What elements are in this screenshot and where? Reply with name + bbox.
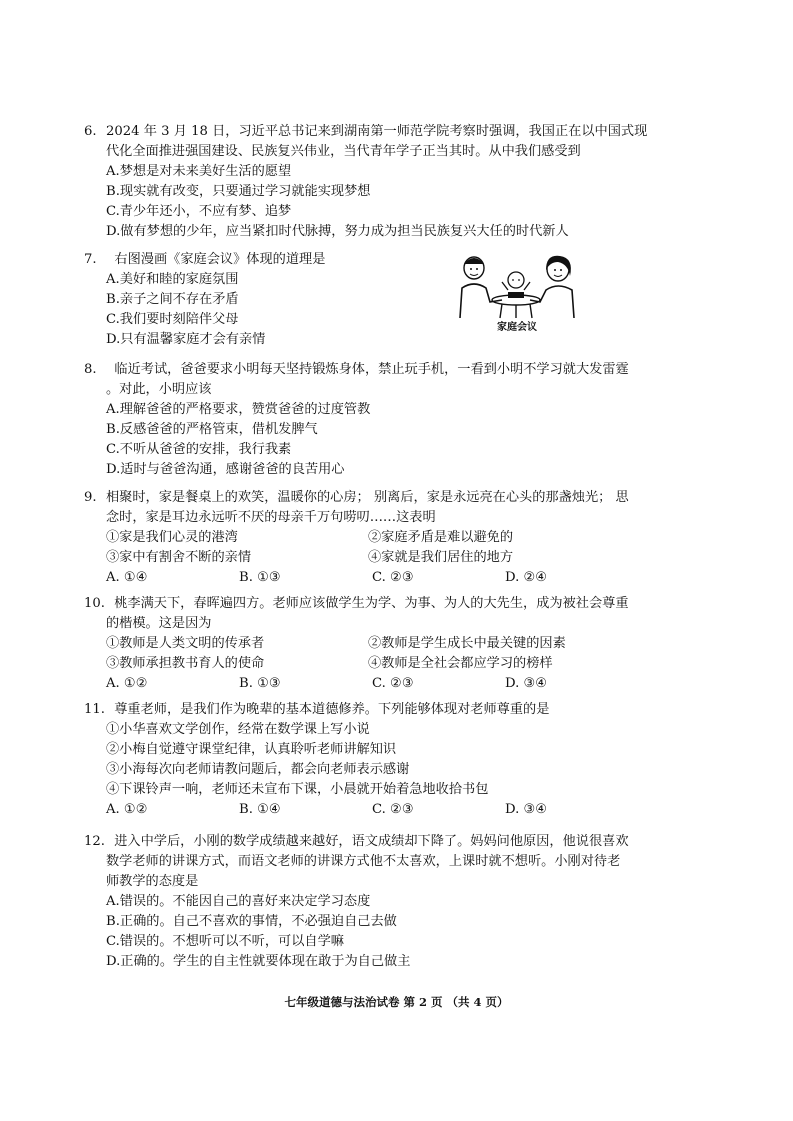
- choice-b: B. ①④: [239, 802, 281, 817]
- option-c: C.青少年还小，不应有梦、追梦: [106, 204, 292, 219]
- statement-2: ②教师是学生成长中最关键的因素: [368, 636, 566, 651]
- option-a: A.美好和睦的家庭氛围: [106, 272, 239, 287]
- choice-a: A. ①②: [106, 802, 148, 817]
- question-9: [84, 488, 629, 588]
- question-10: [84, 594, 629, 694]
- choice-c: C. ②③: [372, 802, 414, 817]
- question-stem: 桃李满天下，春晖遍四方。老师应该做学生为学、为事、为人的大先生，成为被社会尊重: [114, 596, 629, 611]
- choice-c: C. ②③: [372, 676, 414, 691]
- option-d: D.做有梦想的少年，应当紧扣时代脉搏，努力成为担当民族复兴大任的时代新人: [106, 224, 569, 239]
- option-d: D.只有温馨家庭才会有亲情: [106, 332, 266, 347]
- option-b: B.亲子之间不存在矛盾: [106, 292, 239, 307]
- page-footer: 七年级道德与法治试卷 第 2 页 （共 4 页）: [284, 995, 509, 1009]
- option-b: B.现实就有改变，只要通过学习就能实现梦想: [106, 184, 371, 199]
- cartoon-caption: 家庭会议: [497, 322, 537, 333]
- choice-d: D. ③④: [505, 676, 548, 691]
- question-7: [84, 250, 325, 350]
- option-a: A.理解爸爸的严格要求，赞赏爸爸的过度管教: [106, 402, 371, 417]
- statement-1: ①小华喜欢文学创作，经常在数学课上写小说: [106, 722, 370, 737]
- option-d: D.正确的。学生的自主性就要体现在敢于为自己做主: [106, 954, 411, 969]
- question-stem: 代化全面推进强国建设、民族复兴伟业，当代青年学子正当其时。从中我们感受到: [106, 144, 581, 159]
- question-stem: 数学老师的讲课方式，而语文老师的讲课方式他不太喜欢，上课时就不想听。小刚对待老: [106, 854, 621, 869]
- question-11: [84, 700, 549, 820]
- question-number: 6.: [84, 124, 97, 139]
- option-a: A.错误的。不能因自己的喜好来决定学习态度: [106, 894, 371, 909]
- statement-1: ①教师是人类文明的传承者: [106, 636, 265, 651]
- question-number: 10.: [84, 596, 105, 611]
- question-number: 11.: [84, 702, 105, 717]
- question-stem: 的楷模。这是因为: [106, 616, 212, 631]
- option-b: B.正确的。自己不喜欢的事情，不必强迫自己去做: [106, 914, 397, 929]
- question-stem: 。对此，小明应该: [106, 382, 212, 397]
- statement-3: ③家中有割舍不断的亲情: [106, 550, 252, 565]
- option-b: B.反感爸爸的严格管束，借机发脾气: [106, 422, 318, 437]
- choice-b: B. ①③: [239, 676, 281, 691]
- option-a: A.梦想是对未来美好生活的愿望: [106, 164, 292, 179]
- question-12: [84, 832, 629, 972]
- question-stem: 尊重老师，是我们作为晚辈的基本道德修养。下列能够体现对老师尊重的是: [114, 702, 550, 717]
- choice-a: A. ①④: [106, 570, 148, 585]
- question-number: 7.: [84, 252, 97, 267]
- choice-b: B. ①③: [239, 570, 281, 585]
- question-stem: 右图漫画《家庭会议》体现的道理是: [114, 252, 326, 267]
- question-stem: 进入中学后，小刚的数学成绩越来越好，语文成绩却下降了。妈妈问他原因，他说很喜欢: [114, 834, 629, 849]
- statement-4: ④下课铃声一响，老师还未宣布下课，小晨就开始着急地收拾书包: [106, 782, 489, 797]
- choice-d: D. ②④: [505, 570, 548, 585]
- question-stem: 临近考试，爸爸要求小明每天坚持锻炼身体，禁止玩手机，一看到小明不学习就大发雷霆: [114, 362, 629, 377]
- statement-2: ②家庭矛盾是难以避免的: [368, 530, 514, 545]
- question-stem: 相聚时，家是餐桌上的欢笑，温暖你的心房； 别离后，家是永远亮在心头的那盏烛光； 思: [106, 490, 629, 505]
- option-c: C.我们要时刻陪伴父母: [106, 312, 239, 327]
- question-number: 8.: [84, 362, 97, 377]
- choice-d: D. ③④: [505, 802, 548, 817]
- choice-a: A. ①②: [106, 676, 148, 691]
- choice-c: C. ②③: [372, 570, 414, 585]
- statement-1: ①家是我们心灵的港湾: [106, 530, 238, 545]
- option-c: C.不听从爸爸的安排，我行我素: [106, 442, 292, 457]
- option-c: C.错误的。不想听可以不听，可以自学嘛: [106, 934, 344, 949]
- question-number: 12.: [84, 834, 105, 849]
- statement-2: ②小梅自觉遵守课堂纪律，认真聆听老师讲解知识: [106, 742, 397, 757]
- question-stem: 2024 年 3 月 18 日，习近平总书记来到湖南第一师范学院考察时强调，我国正在以中国式现: [106, 124, 648, 139]
- statement-4: ④教师是全社会都应学习的榜样: [368, 656, 553, 671]
- question-stem: 师教学的态度是: [106, 874, 199, 889]
- statement-4: ④家就是我们居住的地方: [368, 550, 514, 565]
- statement-3: ③教师承担教书育人的使命: [106, 656, 265, 671]
- statement-3: ③小海每次向老师请教问题后，都会向老师表示感谢: [106, 762, 410, 777]
- question-8: [84, 360, 629, 480]
- question-6: [84, 122, 647, 242]
- question-number: 9.: [84, 490, 97, 505]
- option-d: D.适时与爸爸沟通，感谢爸爸的良苦用心: [106, 462, 345, 477]
- question-stem: 念时，家是耳边永远听不厌的母亲千万句唠叨……这表明: [106, 510, 436, 525]
